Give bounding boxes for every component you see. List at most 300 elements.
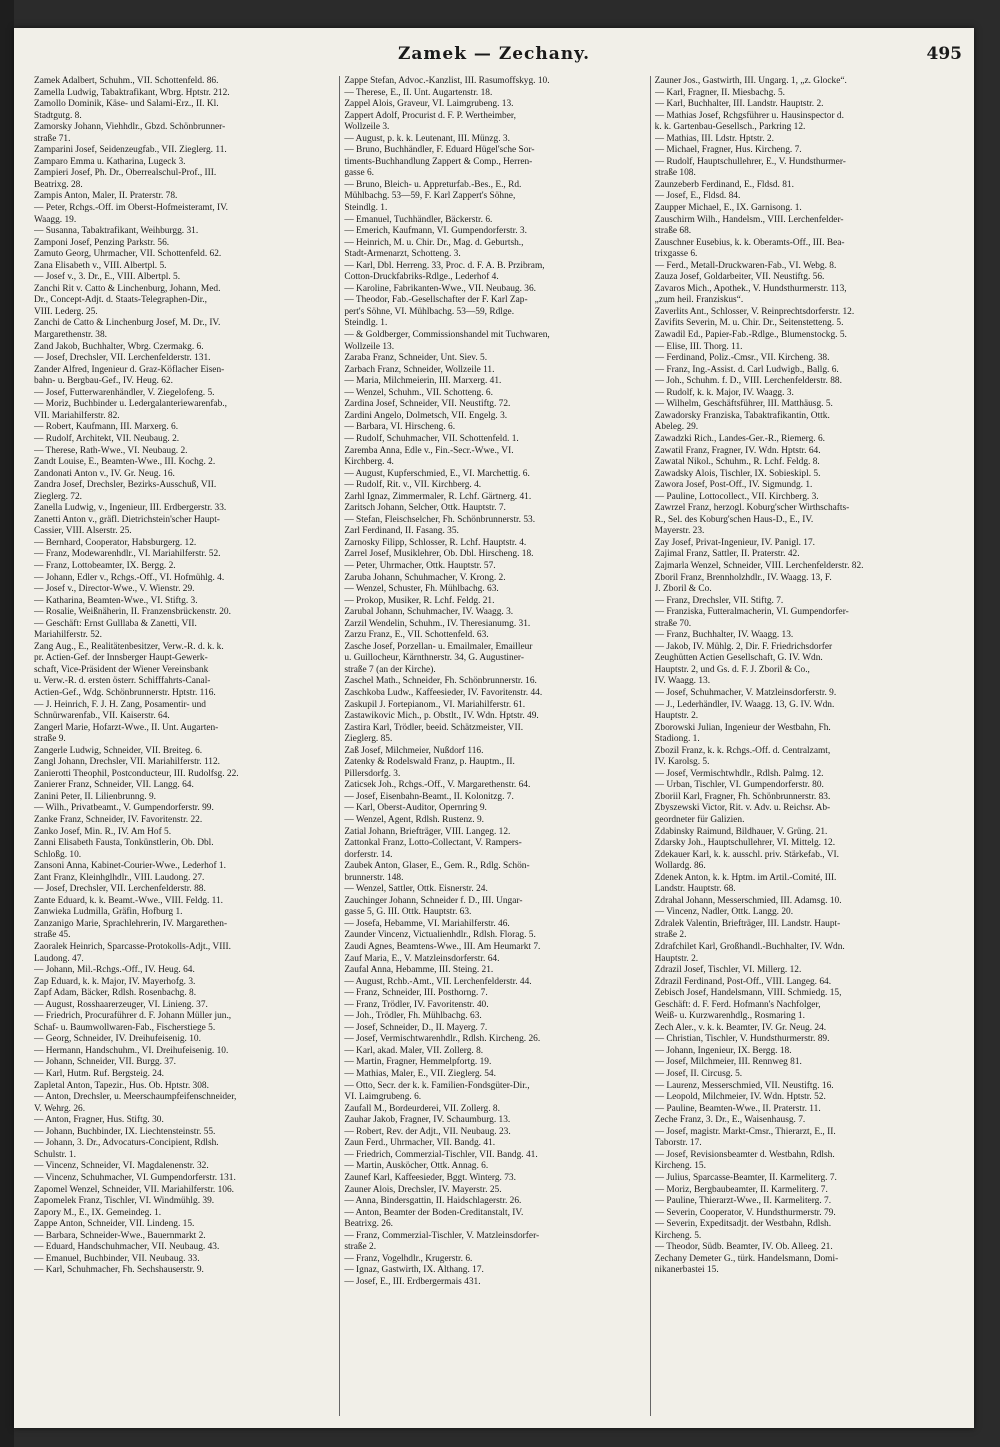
directory-entry: — Peter, Rchgs.-Off. im Oberst-Hofmeisteramt, IV. <box>34 203 229 214</box>
directory-entry: — Rudolf, k. k. Major, IV. Waagg. 3. <box>654 387 794 398</box>
directory-entry: — Josef, Schneider, D., II. Mayerg. 7. <box>344 1022 488 1033</box>
directory-entry: — Franz, Trödler, IV. Favoritenstr. 40. <box>344 999 489 1010</box>
directory-entry: IV. Karolsg. 5. <box>654 757 710 768</box>
directory-entry: Zanini Peter, II. Lilienbrunng. 9. <box>34 791 156 802</box>
directory-entry: pert's Söhne, VI. Mühlbachg. 53—59, Rdlge. <box>344 306 515 317</box>
directory-entry: Steindlg. 1. <box>344 318 388 329</box>
directory-entry: Stadtgutg. 8. <box>34 110 82 121</box>
directory-entry: Kircheng. 15. <box>654 1161 706 1172</box>
directory-entry: Zamella Ludwig, Tabaktrafikant, Wbrg. Hptstr. 212. <box>34 87 230 98</box>
directory-entry: — Katharina, Beamten-Wwe., VI. Stiftg. 3. <box>34 595 198 606</box>
directory-entry: Zampis Anton, Maler, II. Praterstr. 78. <box>34 191 178 202</box>
directory-entry: „zum heil. Franziskus“. <box>654 295 744 306</box>
page-title: Zamek — Zechany. <box>397 44 590 64</box>
directory-entry: Zaufall M., Bordeurderei, VII. Zollerg. 8. <box>344 1103 500 1114</box>
directory-entry: Zarbach Franz, Schneider, Wollzeile 11. <box>344 364 495 375</box>
directory-entry: Zamparini Josef, Seidenzeugfab., VII. Zieglerg. 11. <box>34 145 227 156</box>
directory-entry: Zdralek Valentin, Briefträger, III. Landstr. Haupt- <box>654 918 841 929</box>
directory-entry: — August, Rchb.-Amt., VII. Lerchenfelderstr. 44. <box>344 976 532 987</box>
directory-entry: — Laurenz, Messerschmied, VII. Neustiftg. 16. <box>654 1080 834 1091</box>
directory-entry: — Robert, Rev. der Adjt., VII. Neubaug. 23. <box>344 1126 511 1137</box>
directory-entry: — J., Lederhändler, IV. Waagg. 13, G. IV. Wdn. <box>654 699 835 710</box>
directory-entry: Cassier, VIII. Alserstr. 25. <box>34 526 132 537</box>
directory-entry: Zechany Demeter G., türk. Handelsmann, Domi- <box>654 1253 839 1264</box>
directory-entry: Zapletal Anton, Tapezir., Hus. Ob. Hptstr. 308. <box>34 1080 209 1091</box>
directory-entry: Zaunder Vincenz, Victualienhdlr., Rdlsh. Florag. 5. <box>344 930 536 941</box>
directory-entry: Zboriil Karl, Fragner, Fh. Schönbrunnerstr. 83. <box>654 791 831 802</box>
directory-entry: Laudong. 47. <box>34 953 84 964</box>
directory-entry: Zappert Adolf, Procurist d. F. P. Wertheimber, <box>344 110 516 121</box>
directory-entry: — Josef, E., III. Erdbergermais 431. <box>344 1276 481 1287</box>
directory-entry: Zawatil Franz, Fragner, IV. Wdn. Hptstr. 64. <box>654 445 821 456</box>
directory-entry: — Joh., Trödler, Fh. Mühlbachg. 63. <box>344 1011 482 1022</box>
directory-entry: Margarethenstr. 38. <box>34 330 107 341</box>
directory-entry: schaft, Vice-Präsident der Wiener Vereinsbank <box>34 664 209 675</box>
directory-entry: — Anna, Bindersgattin, II. Haidschlagerstr. 26. <box>344 1196 522 1207</box>
directory-entry: Zand Jakob, Buchhalter, Wbrg. Czermakg. 6. <box>34 341 204 352</box>
directory-entry: straße 7 (an der Kirche). <box>344 664 436 675</box>
directory-entry: J. Zboril & Co. <box>654 584 712 595</box>
directory-entry: Geschäft: d. F. Ferd. Hofmann's Nachfolger, <box>654 999 821 1010</box>
directory-entry: Zamponi Josef, Penzing Parkstr. 56. <box>34 237 170 248</box>
directory-entry: Pillersdorfg. 3. <box>344 768 401 779</box>
directory-entry: Zech Aler., v. k. k. Beamter, IV. Gr. Neug. 24. <box>654 1022 827 1033</box>
directory-entry: — Mathias, Maler, E., VII. Zieglerg. 54. <box>344 1069 496 1080</box>
directory-entry: Abeleg. 29. <box>654 422 699 433</box>
directory-entry: — Johann, Buchbinder, IX. Liechtensteinstr. 55. <box>34 1126 216 1137</box>
directory-entry: Stadt-Armenarzt, Schotteng. 3. <box>344 249 461 260</box>
directory-entry: — Franz, Vogelhdlr., Krugerstr. 6. <box>344 1253 473 1264</box>
directory-entry: — Barbara, VI. Hirscheng. 6. <box>344 422 456 433</box>
directory-entry: VIII. Lederg. 25. <box>34 306 98 317</box>
directory-entry: straße 68. <box>654 226 692 237</box>
directory-entry: — Elise, III. Thorg. 11. <box>654 341 743 352</box>
directory-entry: Zdrahal Johann, Messerschmied, III. Adamsg. 10. <box>654 895 842 906</box>
directory-entry: Zangerle Ludwig, Schneider, VII. Breiteg. 6. <box>34 745 203 756</box>
directory-entry: Zana Elisabeth v., VIII. Albertpl. 5. <box>34 260 167 271</box>
directory-entry: — Josef, Eisenbahn-Beamt., II. Kolonitzg. 7. <box>344 791 514 802</box>
directory-entry: Zarubal Johann, Schuhmacher, IV. Waagg. 3. <box>344 607 514 618</box>
directory-entry: Hauptstr. 2. <box>654 953 699 964</box>
directory-entry: Mariahilferstr. 52. <box>34 630 102 641</box>
directory-entry: Zanella Ludwig, v., Ingenieur, III. Erdbergerstr. 33. <box>34 503 227 514</box>
directory-entry: Zajmarla Wenzel, Schneider, VIII. Lerchenfelderstr. 82. <box>654 560 864 571</box>
directory-entry: — Wenzel, Agent, Rdlsh. Rustenz. 9. <box>344 815 485 825</box>
directory-entry: — Anton, Drechsler, u. Meerschaumpfeifenschneider, <box>34 1092 237 1103</box>
directory-entry: Zeughütten Actien Gesellschaft, G. IV. Wdn. <box>654 653 823 664</box>
directory-entry: Zaticsek Joh., Rchgs.-Off., V. Margarethenstr. 64. <box>344 780 531 791</box>
directory-entry: Zauf Maria, E., V. Matzleinsdorferstr. 64. <box>344 953 500 964</box>
directory-entry: Zanko Josef, Min. R., IV. Am Hof 5. <box>34 826 172 837</box>
directory-entry: — Bruno, Bleich- u. Appreturfab.-Bes., E., Rd. <box>344 179 522 190</box>
directory-entry: Zawrzel Franz, herzogl. Koburg'scher Wirthschafts- <box>654 503 850 514</box>
directory-entry: Beatrixg. 28. <box>34 179 83 190</box>
directory-entry: Hauptstr. 2, und Gs. d. F. J. Zboril & Co., <box>654 664 810 675</box>
directory-entry: Zauchinger Johann, Schneider f. D., III. Ungar- <box>344 895 523 906</box>
directory-entry: Zangl Johann, Drechsler, VII. Mariahilferstr. 112. <box>34 757 221 768</box>
directory-entry: Zastawikovic Mich., p. Obstlt., IV. Wdn. Hptstr. 49. <box>344 711 539 722</box>
directory-entry: — Ferd., Metall-Druckwaren-Fab., VI. Webg. 8. <box>654 260 837 271</box>
directory-entry: — Franz, Ing.-Assist. d. Carl Ludwigb., Ballg. 6. <box>654 364 839 375</box>
directory-entry: Schaf- u. Baumwollwaren-Fab., Fischerstiege 5. <box>34 1022 216 1033</box>
directory-page <box>14 28 974 1428</box>
directory-entry: Mühlbachg. 53—59, F. Karl Zappert's Söhne, <box>344 191 516 202</box>
directory-entry: straße 108. <box>654 168 696 179</box>
directory-entry: — Josef, E., Fldsd. 84. <box>654 191 741 202</box>
directory-entry: Kirchberg. 4. <box>344 457 394 468</box>
directory-entry: — Wenzel, Sattler, Ottk. Eisnerstr. 24. <box>344 884 488 895</box>
directory-entry: Zay Josef, Privat-Ingenieur, IV. Panigl. 17. <box>654 537 816 548</box>
directory-entry: — Josefa, Hebamme, VI. Mariahilferstr. 46. <box>344 918 510 929</box>
directory-entry: — Johann, Ingenieur, IX. Bergg. 18. <box>654 1045 792 1056</box>
directory-entry: — Josef, Milchmeier, III. Rennweg 81. <box>654 1057 802 1068</box>
directory-entry: Cotton-Druckfabriks-Rdlge., Lederhof 4. <box>344 272 499 283</box>
directory-entry: — J. Heinrich, F. J. H. Zang, Posamentir- und <box>34 699 206 710</box>
directory-entry: — Hermann, Handschuhm., VI. Dreihufeisenig. 10. <box>34 1045 229 1056</box>
directory-entry: — Ferdinand, Poliz.-Cmsr., VII. Kircheng. 38. <box>654 353 830 364</box>
directory-entry: Zavaros Mich., Apothek., V. Hundsthurmerstr. 113, <box>654 283 847 294</box>
directory-entry: Zawadzki Rich., Landes-Ger.-R., Riemerg. 6. <box>654 433 826 444</box>
directory-entry: — Otto, Secr. der k. k. Familien-Fondsgüter-Dir., <box>344 1080 530 1091</box>
directory-entry: Zardini Angelo, Dolmetsch, VII. Engelg. 3. <box>344 410 508 421</box>
directory-entry: Zansoni Anna, Kabinet-Courier-Wwe., Lederhof 1. <box>34 861 226 872</box>
directory-entry: Zaschel Math., Schneider, Fh. Schönbrunnerstr. 16. <box>344 676 537 687</box>
directory-entry: — Pauline, Thierarzt-Wwe., II. Karmeliterg. 7. <box>654 1196 832 1207</box>
directory-entry: Zanzanigo Marie, Sprachlehrerin, IV. Margarethen- <box>34 918 228 929</box>
directory-entry: Landstr. Hauptstr. 68. <box>654 884 736 895</box>
directory-entry: Wollzeile 3. <box>344 122 390 133</box>
directory-entry: Hauptstr. 2. <box>654 711 699 722</box>
directory-entry: — Severin, Cooperator, V. Hundsthurmerstr. 79. <box>654 1207 836 1218</box>
directory-entry: Zdekauer Karl, k. k. ausschl. priv. Stärkefab., VI. <box>654 849 839 860</box>
directory-entry: — August, p. k. k. Leutenant, III. Münzg. 3. <box>344 133 510 144</box>
directory-entry: — Julius, Sparcasse-Beamter, II. Karmeliterg. 7. <box>654 1172 837 1183</box>
directory-entry: — Franz, Lottobeamter, IX. Bergg. 2. <box>34 560 176 571</box>
directory-entry: — Josef, Drechsler, VII. Lerchenfelderstr. 131. <box>34 353 211 364</box>
directory-entry: — Emanuel, Buchbinder, VII. Neubaug. 33. <box>34 1253 200 1264</box>
directory-entry: — Geschäft: Ernst Gulllaba & Zanetti, VII. <box>34 618 197 629</box>
directory-entry: Zaß Josef, Milchmeier, Nußdorf 116. <box>344 745 484 756</box>
directory-entry: Zanke Franz, Schneider, IV. Favoritenstr. 22. <box>34 815 203 825</box>
directory-entry: Zanierotti Theophil, Postconducteur, III. Rudolfsg. 22. <box>34 768 239 779</box>
directory-entry: Zanni Elisabeth Fausta, Tonkünstlerin, Ob. Dbl. <box>34 838 214 849</box>
directory-entry: — Johann, Edler v., Rchgs.-Off., VI. Hofmühlg. 4. <box>34 572 225 583</box>
directory-entry: Zanchi Rit v. Catto & Linchenburg, Johann, Med. <box>34 283 221 294</box>
directory-entry: Zawora Josef, Post-Off., IV. Sigmundg. 1. <box>654 480 813 491</box>
directory-entry: nikanerbastei 15. <box>654 1265 719 1276</box>
directory-entry: — Karl, Dbl. Herreng. 33, Proc. d. F. A. B. Przibram, <box>344 260 545 271</box>
directory-entry: — Severin, Expeditsadjt. der Westbahn, Rdlsh. <box>654 1219 832 1230</box>
directory-entry: Zaruba Johann, Schuhmacher, V. Krong. 2. <box>344 572 506 583</box>
directory-entry: brunnerstr. 148. <box>344 872 404 883</box>
directory-entry: Zdarsky Joh., Hauptschullehrer, VI. Mittelg. 12. <box>654 838 836 849</box>
directory-entry: trixgasse 6. <box>654 249 698 260</box>
page-header <box>14 42 974 70</box>
directory-entry: Zampieri Josef, Ph. Dr., Oberrealschul-Prof., III. <box>34 168 217 179</box>
directory-entry: Zangerl Marie, Hofarzt-Wwe., II. Unt. Augarten- <box>34 722 219 733</box>
directory-entry: — Barbara, Schneider-Wwe., Bauernmarkt 2. <box>34 1230 206 1241</box>
column-left <box>30 76 339 1416</box>
directory-entry: gasse 5, G. III. Ottk. Hauptstr. 63. <box>344 907 472 918</box>
directory-entry: Waagg. 19. <box>34 214 77 225</box>
directory-entry: Zanetti Anton v., gräfl. Dietrichstein'scher Haupt- <box>34 514 220 525</box>
directory-entry: Zant Franz, Kleinhglhdlr., VIII. Laudong. 27. <box>34 872 205 883</box>
directory-entry: Schloßg. 10. <box>34 849 82 860</box>
directory-entry: straße 70. <box>654 618 692 629</box>
directory-entry: gasse 6. <box>344 168 375 179</box>
directory-entry: pr. Actien-Gef. der Innsberger Haupt-Gewerk- <box>34 653 208 664</box>
directory-entry: Zajimal Franz, Sattler, II. Praterstr. 42. <box>654 549 800 560</box>
directory-entry: — Therese, Rath-Wwe., VI. Neubaug. 2. <box>34 445 188 456</box>
directory-entry: Zamorsky Johann, Viehhdlr., Gbzd. Schönbrunner- <box>34 122 226 133</box>
directory-entry: Zaremba Anna, Edle v., Fin.-Secr.-Wwe., VI. <box>344 445 514 456</box>
directory-entry: Taborstr. 17. <box>654 1138 702 1149</box>
directory-entry: — & Goldberger, Commissionshandel mit Tuchwaren, <box>344 330 550 341</box>
directory-entry: — Theodor, Fab.-Gesellschafter der F. Karl Zap- <box>344 295 528 306</box>
directory-entry: Zauhar Jakob, Fragner, IV. Schaumburg. 13. <box>344 1115 511 1126</box>
directory-entry: timents-Buchhandlung Zappert & Comp., Herren- <box>344 156 533 167</box>
directory-entry: Zarrel Josef, Musiklehrer, Ob. Dbl. Hirscheng. 18. <box>344 549 534 560</box>
directory-entry: Zarnosky Filipp, Schlosser, R. Lchf. Hauptstr. 4. <box>344 537 527 548</box>
directory-entry: Zavifits Severin, M. u. Chir. Dr., Seitenstetteng. 5. <box>654 318 844 329</box>
scan-edge <box>0 0 14 1447</box>
directory-entry: Steindlg. 1. <box>344 203 388 214</box>
directory-entry: Zawatal Nikol., Schuhm., R. Lchf. Feldg. 8. <box>654 457 820 468</box>
directory-entry: — August, Kupferschmied, E., VI. Marchettig. 6. <box>344 468 530 479</box>
directory-entry: — Karl, Oberst-Auditor, Opernring 9. <box>344 803 487 814</box>
directory-entry: — Karl, Fragner, II. Miesbachg. 5. <box>654 87 785 98</box>
directory-entry: — Franz, Schneider, III. Posthorng. 7. <box>344 988 488 999</box>
directory-entry: — Rudolf, Schuhmacher, VII. Schottenfeld. 1. <box>344 433 519 444</box>
directory-entry: Zboril Franz, Brennholzhdlr., IV. Waagg. 13, F. <box>654 572 832 583</box>
directory-entry: u. Guillocheur, Kärnthnerstr. 34, G. Augustiner- <box>344 653 524 664</box>
directory-entry: Zanwieka Ludmilla, Gräfin, Hofburg 1. <box>34 907 183 918</box>
directory-entry: — Theodor, Südb. Beamter, IV. Ob. Alleeg. 21. <box>654 1242 833 1253</box>
directory-entry: — Franziska, Futteralmacherin, VI. Gumpendorfer- <box>654 607 849 618</box>
directory-entry: Dr., Concept-Adjt. d. Staats-Telegraphen-Dir., <box>34 295 207 306</box>
directory-entry: Zappe Anton, Schneider, VII. Lindeng. 15. <box>34 1219 195 1230</box>
directory-entry: Zaunzeberb Ferdinand, E., Fldsd. 81. <box>654 179 794 190</box>
directory-entry: Zauschirm Wilh., Handelsm., VIII. Lerchenfelder- <box>654 214 844 225</box>
directory-entry: Zieglerg. 85. <box>344 734 393 745</box>
directory-entry: Zawadsky Alois, Tischler, IX. Sobieskipl. 5. <box>654 468 821 479</box>
directory-entry: — Bruno, Buchhändler, F. Eduard Hügel'sche Sor- <box>344 145 535 156</box>
directory-entry: — Michael, Fragner, Hus. Kircheng. 7. <box>654 145 802 156</box>
directory-entry: — Martin, Ausköcher, Ottk. Annag. 6. <box>344 1161 489 1172</box>
directory-entry: Zawadorsky Franziska, Tabaktrafikantin, Ottk. <box>654 410 830 421</box>
directory-entry: Zdabinsky Raimund, Bildhauer, V. Grüng. 21. <box>654 826 828 837</box>
directory-entry: Zamek Adalbert, Schuhm., VII. Schottenfeld. 86. <box>34 76 219 86</box>
directory-entry: VII. Mariahilferstr. 82. <box>34 410 120 421</box>
directory-entry: Zauner Alois, Drechsler, IV. Mayerstr. 25. <box>344 1184 502 1195</box>
directory-entry: — Moriz, Bergbaubeamter, II. Karmeliterg. 7. <box>654 1184 828 1195</box>
directory-entry: — Christian, Tischler, V. Hundsthurmerstr. 89. <box>654 1034 830 1045</box>
directory-entry: Zandonati Anton v., IV. Gr. Neug. 16. <box>34 468 175 479</box>
directory-entry: — Karoline, Fabrikanten-Wwe., VII. Neubaug. 36. <box>344 283 537 294</box>
directory-entry: R., Sel. des Koburg'schen Haus-D., E., IV. <box>654 514 814 525</box>
directory-entry: Zborowski Julian, Ingenieur der Westbahn, Fh. <box>654 722 831 733</box>
directory-entry: Zante Eduard, k. k. Beamt.-Wwe., VIII. Feldg. 11. <box>34 895 224 906</box>
directory-entry: Zatial Johann, Briefträger, VIII. Langeg. 12. <box>344 826 511 837</box>
directory-entry: — Peter, Uhrmacher, Ottk. Hauptstr. 57. <box>344 560 496 571</box>
directory-entry: — Emanuel, Tuchhändler, Bäckerstr. 6. <box>344 214 493 225</box>
directory-entry: V. Wehrg. 26. <box>34 1103 86 1114</box>
directory-entry: — Rudolf, Hauptschullehrer, E., V. Hundsthurmer- <box>654 156 846 167</box>
directory-entry: Zarhl Ignaz, Zimmermaler, R. Lchf. Gärtnerg. 41. <box>344 491 532 502</box>
directory-entry: — Josef, Drechsler, VII. Lerchenfelderstr. 88. <box>34 884 206 895</box>
directory-entry: — Martin, Fragner, Hemmelpfortg. 19. <box>344 1057 492 1068</box>
directory-entry: Zarzu Franz, E., VII. Schottenfeld. 63. <box>344 630 489 641</box>
directory-entry: — Georg, Schneider, IV. Dreihufeisenig. 10. <box>34 1034 201 1045</box>
directory-entry: — Wilh., Privatbeamt., V. Gumpendorferstr. 99. <box>34 803 214 814</box>
directory-entry: — Wenzel, Schuster, Fh. Mühlbachg. 63. <box>344 584 499 595</box>
directory-entry: Zappe Stefan, Advoc.-Kanzlist, III. Rasumoffskyg. 10. <box>344 76 550 86</box>
directory-entry: — Josef, II. Circusg. 5. <box>654 1069 743 1080</box>
directory-entry: Zapomelek Franz, Tischler, VI. Windmühlg. 39. <box>34 1196 215 1207</box>
directory-entry: dorferstr. 14. <box>344 849 393 860</box>
directory-entry: Wollardg. 86. <box>654 861 706 872</box>
directory-entry: Zamuto Georg, Uhrmacher, VII. Schottenfeld. 62. <box>34 249 222 260</box>
directory-entry: geordneter für Galizien. <box>654 815 745 825</box>
directory-entry: — Johann, Mil.-Rchgs.-Off., IV. Heug. 64. <box>34 965 195 976</box>
directory-entry: — Mathias, III. Ldstr. Hptstr. 2. <box>654 133 774 144</box>
directory-entry: Zamollo Dominik, Käse- und Salami-Erz., II. Kl. <box>34 99 219 110</box>
directory-entry: straße 2. <box>344 1242 377 1253</box>
directory-entry: Mayerstr. 23. <box>654 526 705 537</box>
directory-entry: — Franz, Drechsler, VII. Stiftg. 7. <box>654 595 784 606</box>
directory-entry: k. k. Gartenbau-Gesellsch., Parkring 12. <box>654 122 806 133</box>
directory-entry: — Jakob, IV. Mühlg. 2, Dir. F. Friedrichsdorfer <box>654 641 833 652</box>
directory-entry: Zaun Ferd., Uhrmacher, VII. Bandg. 41. <box>344 1138 496 1149</box>
directory-entry: — Friedrich, Commerzial-Tischler, VII. Bandg. 41. <box>344 1149 538 1160</box>
directory-entry: Zattonkal Franz, Lotto-Collectant, V. Rampers- <box>344 838 522 849</box>
directory-entry: Zandt Louise, E., Beamten-Wwe., III. Kochg. 2. <box>34 457 216 468</box>
directory-entry: — Vincenz, Nadler, Ottk. Langg. 20. <box>654 907 794 918</box>
directory-entry: — Franz, Commerzial-Tischler, V. Matzleinsdorfer- <box>344 1230 540 1241</box>
directory-entry: Zaskupil J. Fortepianom., VI. Mariahilferstr. 61. <box>344 699 526 710</box>
directory-entry: straße 2. <box>654 930 687 941</box>
directory-entry: — Bernhard, Cooperator, Habsburgerg. 12. <box>34 537 197 548</box>
directory-entry: Zaoralek Heinrich, Sparcasse-Protokolls-Adjt., VIII. <box>34 942 231 953</box>
directory-entry: Actien-Gef., Wdg. Schönbrunnerstr. Hptstr. 116. <box>34 687 216 698</box>
directory-entry: straße 9. <box>34 734 66 745</box>
directory-entry: Zaufal Anna, Hebamme, III. Steing. 21. <box>344 965 494 976</box>
directory-entry: Zasche Josef, Porzellan- u. Emailmaler, Emailleur <box>344 641 533 652</box>
directory-entry: — Josef v., Director-Wwe., V. Wienstr. 29. <box>34 584 195 595</box>
directory-entry: Zaunef Karl, Kaffeesieder, Bggt. Winterg. 73. <box>344 1172 516 1183</box>
directory-entry: straße 45. <box>34 930 71 941</box>
directory-entry: Zaubek Anton, Glaser, E., Gem. R., Rdlg. Schön- <box>344 861 530 872</box>
directory-entry: Zaudi Agnes, Beamtens-Wwe., III. Am Heumarkt 7. <box>344 942 541 953</box>
directory-entry: — Anton, Beamter der Boden-Creditanstalt, IV. <box>344 1207 524 1218</box>
directory-entry: — Josef, magistr. Markt-Cmsr., Thierarzt, E., II. <box>654 1126 836 1137</box>
directory-entry: Kircheng. 5. <box>654 1230 702 1241</box>
directory-entry: — Susanna, Tabaktrafikant, Weihburgg. 31. <box>34 226 199 237</box>
directory-entry: Schnürwarenfab., VII. Kaiserstr. 64. <box>34 711 170 722</box>
directory-entry: — Josef, Revisionsbeamter d. Westbahn, Rdlsh. <box>654 1149 835 1160</box>
directory-entry: Zandra Josef, Drechsler, Bezirks-Ausschuß, VII. <box>34 480 217 491</box>
directory-entry: Zaritsch Johann, Selcher, Ottk. Hauptstr. 7. <box>344 503 506 514</box>
directory-entry: — Franz, Modewarenhdlr., VI. Mariahilferstr. 52. <box>34 549 221 560</box>
directory-entry: — Wenzel, Schuhm., VII. Schotteng. 6. <box>344 387 493 398</box>
directory-columns <box>30 76 960 1416</box>
directory-entry: — Pauline, Beamten-Wwe., II. Praterstr. 11. <box>654 1103 821 1114</box>
directory-entry: — Maria, Milchmeierin, III. Marxerg. 41. <box>344 376 502 387</box>
directory-entry: — Leopold, Milchmeier, IV. Wdn. Hptstr. 52. <box>654 1092 826 1103</box>
directory-entry: — Moriz, Buchbinder u. Ledergalanteriewarenfab., <box>34 399 227 410</box>
directory-entry: Zaupper Michael, E., IX. Garnisong. 1. <box>654 203 802 214</box>
directory-entry: — Mathias Josef, Rchgsführer u. Hausinspector d. <box>654 110 844 121</box>
directory-entry: u. Verw.-R. d. ersten österr. Schifffahrts-Canal- <box>34 676 211 687</box>
directory-entry: Zeche Franz, 3. Dr., E., Waisenhausg. 7. <box>654 1115 806 1126</box>
directory-entry: Zamparo Emma u. Katharina, Lugeck 3. <box>34 156 186 167</box>
column-middle <box>339 76 649 1416</box>
directory-entry: Zanierer Franz, Schneider, VII. Langg. 64. <box>34 780 194 791</box>
directory-entry: Beatrixg. 26. <box>344 1219 394 1230</box>
directory-entry: — Rosalie, Weißnäherin, II. Franzensbrückenstr. 20. <box>34 607 231 618</box>
directory-entry: Zieglerg. 72. <box>34 491 82 502</box>
directory-entry: — Stefan, Fleischselcher, Fh. Schönbrunnerstr. 53. <box>344 514 536 525</box>
directory-entry: Wollzeile 13. <box>344 341 395 352</box>
directory-entry: — Karl, Buchhalter, III. Landstr. Hauptstr. 2. <box>654 99 824 110</box>
directory-entry: Zaschkoba Ludw., Kaffeesieder, IV. Favoritenstr. 44. <box>344 687 543 698</box>
directory-entry: — Heinrich, M. u. Chir. Dr., Mag. d. Geburtsh., <box>344 237 524 248</box>
directory-entry: — Karl, Schuhmacher, Fh. Sechshauserstr. 9. <box>34 1265 204 1276</box>
directory-entry: Zauschner Eusebius, k. k. Oberamts-Off., III. Bea- <box>654 237 845 248</box>
directory-entry: Zastira Karl, Trödler, beeid. Schätzmeister, VII. <box>344 722 524 733</box>
directory-entry: bahn- u. Bergbau-Gef., IV. Heug. 62. <box>34 376 173 387</box>
directory-entry: — Ignaz, Gastwirth, IX. Althang. 17. <box>344 1265 484 1276</box>
directory-entry: — Josef, Futterwarenhändler, V. Ziegelofeng. 5. <box>34 387 215 398</box>
directory-entry: — Wilhelm, Geschäftsführer, III. Matthäusg. 5. <box>654 399 833 410</box>
directory-entry: Zappel Alois, Graveur, VI. Laimgrubeng. 13. <box>344 99 514 110</box>
directory-entry: — Josef, Vermischtwhdlr., Rdlsh. Palmg. 12. <box>654 768 824 779</box>
directory-entry: Stadiong. 1. <box>654 734 700 745</box>
directory-entry: — Vincenz, Schneider, VI. Magdalenenstr. 32. <box>34 1161 209 1172</box>
directory-entry: — Karl, Hutm. Ruf. Bergsteig. 24. <box>34 1069 165 1080</box>
directory-entry: Zang Aug., E., Realitätenbesitzer, Verw.-R. d. k. k. <box>34 641 224 652</box>
directory-entry: — Pauline, Lottocollect., VII. Kirchberg. 3. <box>654 491 819 502</box>
directory-entry: Zdrazil Josef, Tischler, VI. Millerg. 12. <box>654 965 802 976</box>
directory-entry: Weiß- u. Kurzwarenhdlg., Rosmaring 1. <box>654 1011 805 1022</box>
directory-entry: — Josef, Schuhmacher, V. Matzleinsdorferstr. 9. <box>654 687 837 698</box>
directory-entry: — Therese, E., II. Unt. Augartenstr. 18. <box>344 87 493 98</box>
directory-entry: — Johann, Schneider, VII. Burgg. 37. <box>34 1057 176 1068</box>
directory-entry: IV. Waagg. 13. <box>654 676 711 687</box>
directory-entry: — Franz, Buchhalter, IV. Waagg. 13. <box>654 630 794 641</box>
directory-entry: Zawadil Ed., Papier-Fab.-Rdlge., Blumenstockg. 5. <box>654 330 847 341</box>
directory-entry: — Anton, Fragner, Hus. Stiftg. 30. <box>34 1115 164 1126</box>
directory-entry: — Karl, akad. Maler, VII. Zollerg. 8. <box>344 1045 484 1056</box>
directory-entry: — Joh., Schuhm. f. D., VIII. Lerchenfelderstr. 88. <box>654 376 842 387</box>
directory-entry: Zapomel Wenzel, Schneider, VII. Mariahilferstr. 106. <box>34 1184 235 1195</box>
directory-entry: Zapory M., E., IX. Gemeindeg. 1. <box>34 1207 162 1218</box>
directory-entry: — Prokop, Musiker, R. Lchf. Feldg. 21. <box>344 595 495 606</box>
directory-entry: Zaraba Franz, Schneider, Unt. Siev. 5. <box>344 353 488 364</box>
directory-entry: — Josef v., 3. Dr., E., VIII. Albertpl. 5. <box>34 272 181 283</box>
directory-entry: — Friedrich, Procuraführer d. F. Johann Müller jun., <box>34 1011 232 1022</box>
directory-entry: Zarzil Wendelin, Schuhm., IV. Theresianumg. 31. <box>344 618 531 629</box>
directory-entry: — Rudolf, Architekt, VII. Neubaug. 2. <box>34 433 180 444</box>
directory-entry: — Johann, 3. Dr., Advocaturs-Concipient, Rdlsh. <box>34 1138 219 1149</box>
directory-entry: — Urban, Tischler, VI. Gumpendorferstr. 80. <box>654 780 824 791</box>
directory-entry: — Emerich, Kaufmann, VI. Gumpendorferstr. 3. <box>344 226 527 237</box>
directory-entry: — Vincenz, Schuhmacher, VI. Gumpendorferstr. 131. <box>34 1172 236 1183</box>
directory-entry: Zbyszewski Victor, Rit. v. Adv. u. Reichsr. Ab- <box>654 803 831 814</box>
column-right <box>650 76 960 1416</box>
directory-entry: Zap Eduard, k. k. Major, IV. Mayerhofg. 3. <box>34 976 196 987</box>
directory-entry: Zdrazil Ferdinand, Post-Off., VIII. Langeg. 64. <box>654 976 832 987</box>
